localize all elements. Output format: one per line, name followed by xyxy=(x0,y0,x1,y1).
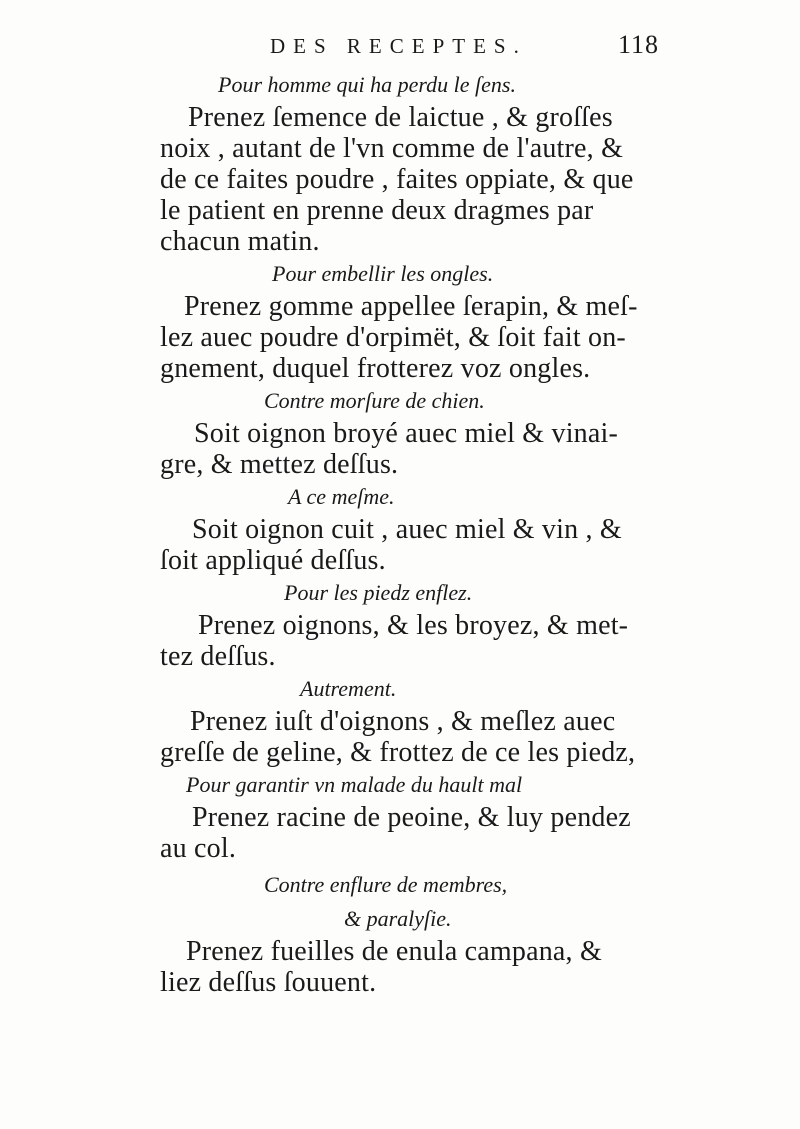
recipe-line: tez deſſus. xyxy=(160,641,276,672)
recipe-line: Prenez iuſt d'oignons , & meſlez auec xyxy=(190,706,616,737)
recipe-line: ſoit appliqué deſſus. xyxy=(160,545,386,576)
page-header xyxy=(0,28,800,62)
recipe-line: Soit oignon cuit , auec miel & vin , & xyxy=(192,514,622,545)
recipe-heading: Pour embellir les ongles. xyxy=(272,261,494,286)
recipe-line: greſſe de geline, & frottez de ce les piedz, xyxy=(160,737,636,768)
page-number: 118 xyxy=(618,30,660,59)
recipe-heading: Contre morſure de chien. xyxy=(264,388,485,413)
recipe-heading: Contre enflure de membres, xyxy=(264,872,508,897)
recipe-line: noix , autant de l'vn comme de l'autre, & xyxy=(160,133,624,164)
recipe-line: chacun matin. xyxy=(160,226,320,257)
recipe-line: Soit oignon broyé auec miel & vinai- xyxy=(194,418,619,449)
recipe-line: le patient en prenne deux dragmes par xyxy=(160,195,594,226)
running-head: DES RECEPTES. xyxy=(270,34,527,58)
recipe-line: Prenez gomme appellee ſerapin, & meſ- xyxy=(184,291,638,322)
recipe-line: gnement, duquel frotterez voz ongles. xyxy=(160,353,591,384)
recipe-heading: Autrement. xyxy=(300,676,397,701)
recipe-line: lez auec poudre d'orpimët, & ſoit fait on- xyxy=(160,322,626,353)
recipe-heading: Pour garantir vn malade du hault mal xyxy=(186,772,523,797)
recipe-heading: Pour homme qui ha perdu le ſens. xyxy=(218,72,516,97)
recipe-heading: Pour les piedz enflez. xyxy=(284,580,473,605)
text-block xyxy=(160,68,680,998)
recipe-line: gre, & mettez deſſus. xyxy=(160,449,399,480)
recipe-line: Prenez oignons, & les broyez, & met- xyxy=(198,610,629,641)
recipe-heading-continued: & paralyſie. xyxy=(344,906,452,931)
recipe-line: de ce faites poudre , faites oppiate, & que xyxy=(160,164,634,195)
recipe-line: Prenez racine de peoine, & luy pendez xyxy=(192,802,631,833)
recipe-line: liez deſſus ſouuent. xyxy=(160,967,377,998)
recipe-line: Prenez fueilles de enula campana, & xyxy=(186,936,602,967)
recipe-heading: A ce meſme. xyxy=(288,484,395,509)
recipe-line: au col. xyxy=(160,833,237,864)
recipe-line: Prenez ſemence de laictue , & groſſes xyxy=(188,102,613,133)
